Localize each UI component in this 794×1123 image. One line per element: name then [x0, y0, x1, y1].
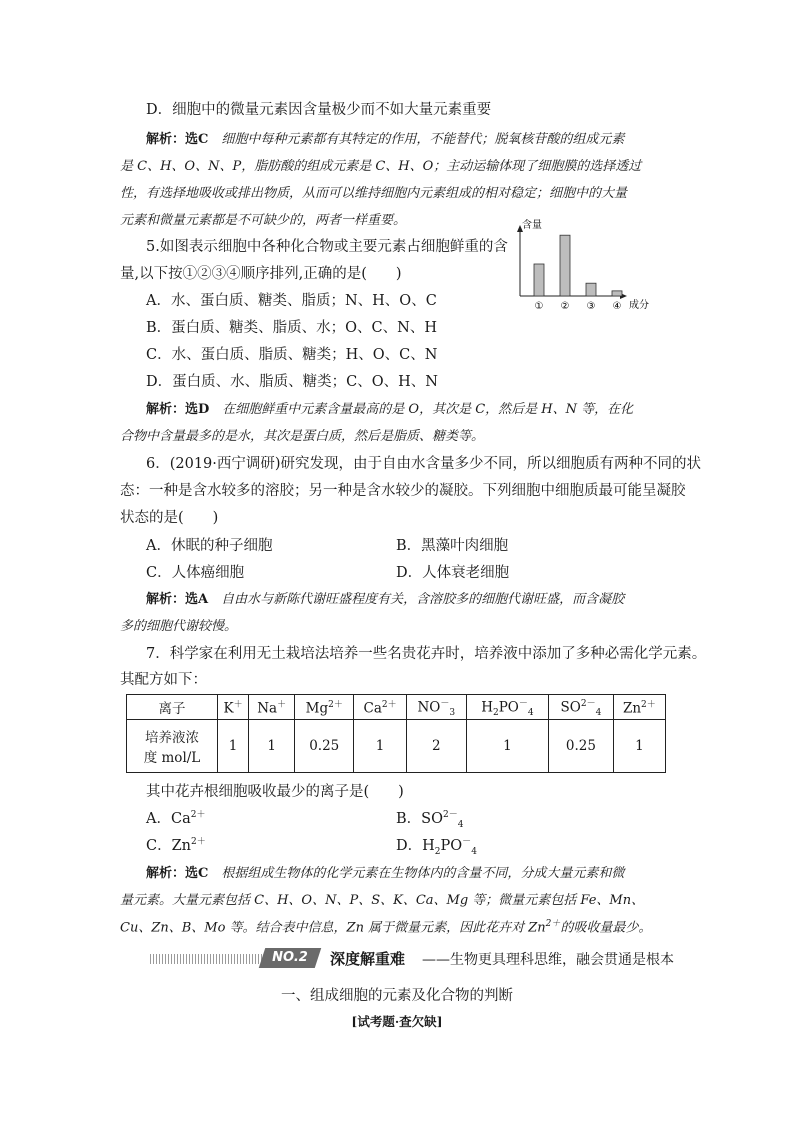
q7-option-a: A．$Ca^{2+}$ — [146, 810, 206, 827]
q6-option-b: B．黑藻叶肉细胞 — [396, 538, 509, 554]
q7-analysis-line-1: 解析：选C 根据组成生物体的化学元素在生物体内的含量不同，分成大量元素和微 — [146, 866, 625, 881]
banner-stripes — [150, 954, 262, 964]
q4-analysis-line-2: 是 C、H、O、N、P，脂肪酸的组成元素是 C、H、O；主动运输体现了细胞膜的选择透过 — [120, 159, 642, 174]
q7-option-d: D．$H_2PO^-_4$ — [396, 837, 477, 857]
table-value-row — [127, 720, 666, 773]
bar-1 — [534, 264, 544, 296]
q7-stem-line-1: 7．科学家在利用无土栽培法培养一些名贵花卉时，培养液中添加了多种必需化学元素。 — [146, 646, 707, 662]
table-header-row — [127, 695, 666, 720]
value-cell: 1 — [466, 720, 549, 773]
ion-cell: $H_2PO^-_4$ — [466, 695, 549, 720]
ion-cell: $NO^-_3$ — [406, 695, 466, 720]
x-tick-label-3: ③ — [586, 301, 596, 312]
q5-option-b: B．蛋白质、糖类、脂质、水；O、C、N、H — [146, 320, 437, 336]
q6-stem-line-2: 态：一种是含水较多的溶胶；另一种是含水较少的凝胶。下列细胞中细胞质最可能呈凝胶 — [120, 483, 686, 499]
header-label-cell: 离子 — [127, 695, 218, 720]
ion-concentration-table — [126, 694, 666, 773]
q7-question: 其中花卉根细胞吸收最少的离子是( ) — [146, 784, 404, 800]
q7-option-c: C．$Zn^{2+}$ — [146, 837, 206, 854]
q7-stem-line-2: 其配方如下： — [120, 672, 207, 688]
ion-cell: $Zn^{2+}$ — [613, 695, 665, 720]
q6-analysis-line-1: 解析：选A 自由水与新陈代谢旺盛程度有关，含溶胶多的细胞代谢旺盛，而含凝胶 — [146, 592, 625, 607]
q7-option-b: B．$SO^{2-}_4$ — [396, 810, 464, 830]
q4-option-d: D．细胞中的微量元素因含量极少而不如大量元素重要 — [146, 102, 492, 118]
value-cell: 2 — [406, 720, 466, 773]
ion-cell: $Ca^{2+}$ — [354, 695, 407, 720]
x-axis-label: 成分 — [629, 300, 649, 311]
value-cell: 0.25 — [295, 720, 354, 773]
section-tag: [试考题·查欠缺] — [351, 1014, 443, 1029]
q7-analysis-line-2: 量元素。大量元素包括 C、H、O、N、P、S、K、Ca、Mg 等；微量元素包括 Fe、Mn、 — [120, 893, 645, 908]
q6-stem-line-1: 6．(2019·西宁调研)研究发现，由于自由水含量多少不同，所以细胞质有两种不同的状 — [146, 456, 702, 472]
q5-option-c: C．水、蛋白质、脂质、糖类；H、O、C、N — [146, 347, 438, 363]
analysis-label: 解析：选C — [146, 132, 209, 147]
x-tick-label-2: ② — [560, 301, 570, 312]
bar-3 — [586, 283, 596, 296]
section-banner — [150, 948, 690, 970]
q5-stem-line-2: 量,以下按①②③④顺序排列,正确的是( ) — [120, 266, 402, 282]
section-heading: 一、组成细胞的元素及化合物的判断 — [281, 988, 513, 1004]
q4-analysis-line-1: 解析：选C 细胞中每种元素都有其特定的作用，不能替代；脱氧核苷酸的组成元素 — [146, 132, 625, 147]
bar-4 — [612, 291, 622, 296]
q5-analysis-line-2: 合物中含量最多的是水，其次是蛋白质，然后是脂质、糖类等。 — [120, 429, 485, 444]
q6-option-a: A．休眠的种子细胞 — [146, 538, 273, 554]
q4-analysis-line-4: 元素和微量元素都是不可缺少的，两者一样重要。 — [120, 213, 407, 228]
y-axis-label: 含量 — [522, 220, 542, 231]
bar-2 — [560, 235, 570, 296]
ion-cell: $Mg^{2+}$ — [295, 695, 354, 720]
row-label-cell: 培养液浓 度 mol/L — [127, 720, 218, 773]
q6-analysis-line-2: 多的细胞代谢较慢。 — [120, 619, 238, 634]
ion-cell: K＋ — [218, 695, 249, 720]
value-cell: 1 — [218, 720, 249, 773]
section-badge: NO.2 — [259, 948, 321, 968]
value-cell: 1 — [249, 720, 295, 773]
section-subtitle: ——生物更具理科思维，融会贯通是根本 — [422, 952, 674, 968]
q5-option-a: A．水、蛋白质、糖类、脂质；N、H、O、C — [146, 293, 437, 309]
value-cell: 1 — [354, 720, 407, 773]
ion-cell: Na＋ — [249, 695, 295, 720]
q5-analysis-line-1: 解析：选D 在细胞鲜重中元素含量最高的是 O，其次是 C，然后是 H、N 等，在化 — [146, 402, 634, 417]
q6-option-c: C．人体癌细胞 — [146, 565, 245, 581]
q6-stem-line-3: 状态的是( ) — [120, 510, 219, 526]
x-tick-label-1: ① — [534, 301, 544, 312]
q4-analysis-line-3: 性，有选择地吸收或排出物质，从而可以维持细胞内元素组成的相对稳定；细胞中的大量 — [120, 186, 628, 201]
value-cell: 0.25 — [549, 720, 614, 773]
q6-option-d: D．人体衰老细胞 — [396, 565, 510, 581]
ion-cell: $SO^{2-}_4$ — [549, 695, 614, 720]
section-title: 深度解重难 — [330, 950, 406, 968]
x-tick-label-4: ④ — [612, 301, 622, 312]
value-cell: 1 — [613, 720, 665, 773]
q5-stem-line-1: 5.如图表示细胞中各种化合物或主要元素占细胞鲜重的含 — [146, 239, 508, 255]
bar-chart — [512, 216, 662, 312]
q5-option-d: D．蛋白质、水、脂质、糖类；C、O、H、N — [146, 374, 438, 390]
q7-analysis-line-3: Cu、Zn、B、Mo 等。结合表中信息，Zn 属于微量元素，因此花卉对 $Zn^{2+}$的吸收量最少。 — [120, 919, 652, 936]
